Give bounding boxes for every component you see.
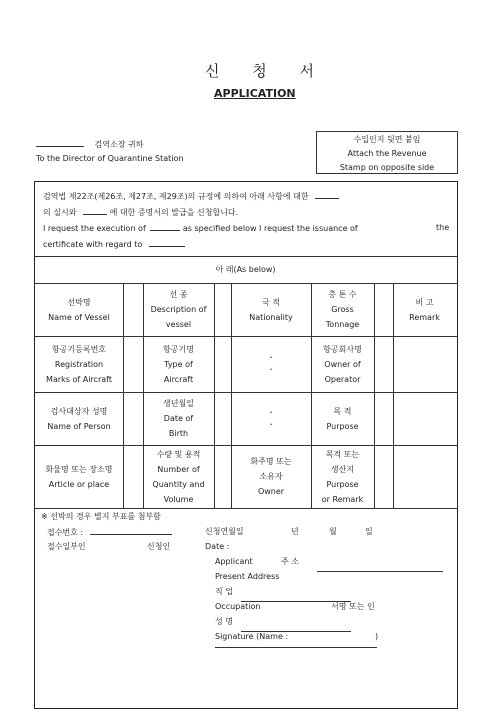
aircraft-registration-label: 항공기등록번호 Registration Marks of Aircraft — [46, 344, 112, 384]
request-text-3: 에 대한 증명서의 발급을 신청합니다. — [109, 208, 239, 217]
birth-date-label: 생년월일 Date of Birth — [163, 399, 194, 438]
divider — [214, 283, 215, 508]
dot-marks: · · — [269, 405, 273, 431]
stamp-line-2: Attach the Revenue — [347, 149, 427, 158]
item-blank-2[interactable] — [83, 206, 107, 215]
request-text-2: 의 실시와 — [43, 208, 77, 217]
aircraft-operator-label: 항공회사명 Owner of Operator — [323, 344, 362, 384]
item-blank-3[interactable] — [150, 222, 180, 231]
vessel-type-label: 선 종 Description of vessel — [150, 290, 207, 329]
as-below-heading: 아 래(As below) — [215, 265, 276, 274]
sign-or-seal-label: 서명 또는 인 — [331, 602, 375, 611]
signature-close: ) — [375, 632, 379, 641]
year-label: 년 — [291, 527, 299, 536]
request-line-2 — [43, 206, 238, 218]
remark-label: 비 고 Remark — [409, 297, 440, 322]
date-label: Date : — [205, 542, 230, 551]
addressee-english: To the Director of Quarantine Station — [36, 154, 184, 163]
nationality-label: 국 적 Nationality — [249, 297, 293, 322]
person-name-label: 검사대상자 성명 Name of Person — [47, 406, 111, 431]
divider — [123, 283, 124, 508]
title-english: APPLICATION — [214, 87, 296, 100]
receipt-number-label: 접수번호 : — [47, 528, 84, 537]
item-blank-1[interactable] — [315, 190, 339, 199]
aircraft-type-label: 항공기명 Type of Aircraft — [163, 344, 194, 384]
applicant-english-label: Applicant — [215, 557, 253, 566]
receipt-number — [47, 526, 172, 538]
station-name-blank[interactable] — [36, 138, 84, 147]
divider — [35, 508, 457, 509]
receipt-number-field[interactable] — [90, 526, 172, 535]
receipt-date-stamp-label: 접수일부인 — [47, 542, 86, 551]
request-line-4 — [43, 238, 185, 250]
name-korean-label: 성 명 — [215, 617, 233, 626]
purpose-label: 목 적 Purpose — [326, 406, 359, 431]
title-korean: 신 청 서 — [205, 62, 329, 80]
application-form — [34, 181, 458, 709]
signature-underline[interactable] — [215, 633, 377, 652]
attachment-note: ※ 선박의 경우 별지 부표를 첨부함 — [41, 512, 161, 521]
origin-label: 목적 또는 생산지 Purpose or Remark — [321, 449, 364, 504]
occupation-english-label: Occupation — [215, 602, 261, 611]
day-label: 일 — [365, 527, 373, 536]
owner-label: 화주명 또는 소유자 Owner — [250, 457, 292, 496]
address-label: 주 소 — [281, 557, 299, 566]
gross-tonnage-label: 총 톤 수 Gross Tonnage — [325, 290, 360, 329]
request-line-1 — [43, 190, 339, 202]
article-name-label: 화물명 또는 장소명 Article or place — [45, 464, 113, 489]
request-text-5: as specified below I request the issuance of — [182, 224, 358, 233]
request-line-3 — [43, 222, 358, 234]
addressee — [36, 138, 143, 150]
item-blank-4[interactable] — [149, 238, 185, 247]
application-date-label: 신청연월일 — [205, 527, 244, 536]
applicant-label: 신청인 — [147, 542, 171, 551]
occupation-korean-label: 직 업 — [215, 587, 233, 596]
month-label: 월 — [329, 527, 337, 536]
request-text-4: I request the execution of — [43, 224, 146, 233]
stamp-line-1: 수입인지 뒷면 붙임 — [353, 135, 421, 144]
address-field[interactable] — [317, 557, 443, 576]
dot-marks: · · — [269, 351, 273, 376]
divider — [374, 283, 375, 508]
vessel-name-label: 선박명 Name of Vessel — [48, 297, 110, 322]
request-line-3-end: the — [436, 223, 450, 232]
addressee-korean: 검역소장 귀하 — [94, 140, 144, 149]
revenue-stamp-box — [316, 131, 458, 174]
request-text-1: 검역법 제22조(제26조, 제27조, 제29조)의 규정에 의하여 아래 사항에 대한 — [43, 192, 309, 201]
stamp-line-3: Stamp on opposite side — [339, 163, 435, 172]
quantity-label: 수량 및 용적 Number of Quantity and Volume — [152, 449, 205, 504]
signature-text: Signature (Name : — [215, 632, 289, 641]
request-text-6: certificate with regard to — [43, 240, 143, 249]
present-address-label: Present Address — [215, 572, 280, 581]
